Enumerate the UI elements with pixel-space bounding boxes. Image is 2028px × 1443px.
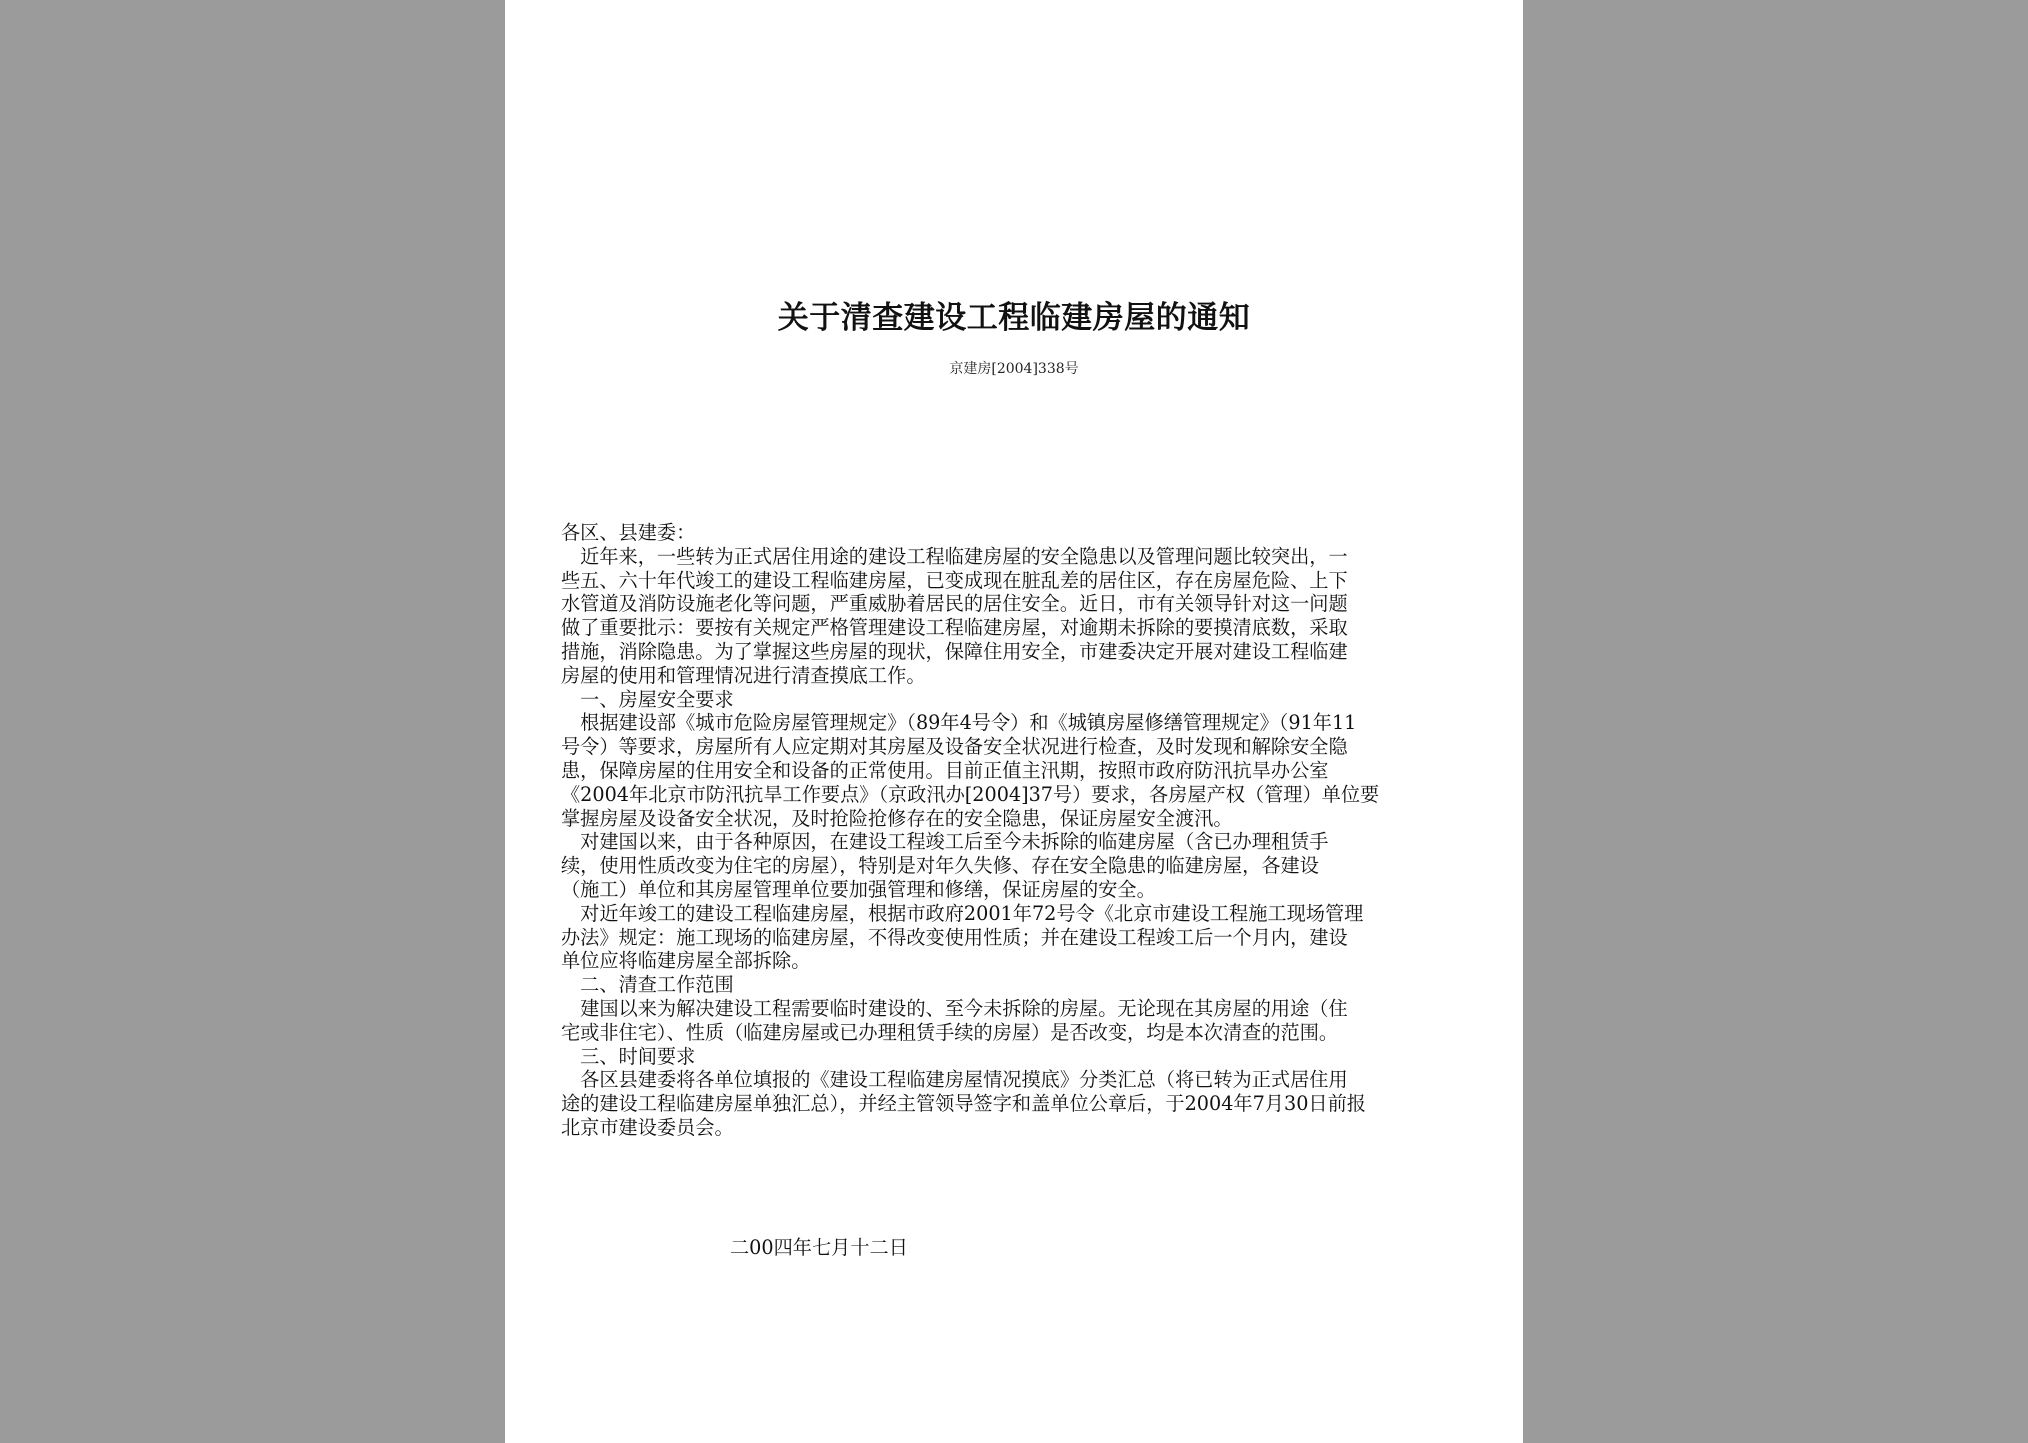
body-line: 房屋的使用和管理情况进行清查摸底工作。 xyxy=(561,663,926,687)
body-line: 建国以来为解决建设工程需要临时建设的、至今未拆除的房屋。无论现在其房屋的用途（住 xyxy=(561,996,1348,1020)
body-line: 近年来，一些转为正式居住用途的建设工程临建房屋的安全隐患以及管理问题比较突出，一 xyxy=(561,544,1348,568)
body-line: 号令）等要求，房屋所有人应定期对其房屋及设备安全状况进行检查，及时发现和解除安全隐 xyxy=(561,735,1348,759)
body-line: 做了重要批示：要按有关规定严格管理建设工程临建房屋，对逾期未拆除的要摸清底数，采取 xyxy=(561,616,1348,640)
document-page xyxy=(505,0,1523,1443)
body-line: 对近年竣工的建设工程临建房屋，根据市政府2001年72号令《北京市建设工程施工现场管理 xyxy=(561,901,1364,925)
body-line: 措施，消除隐患。为了掌握这些房屋的现状，保障住用安全，市建委决定开展对建设工程临建 xyxy=(561,639,1348,663)
body-line: 些五、六十年代竣工的建设工程临建房屋，已变成现在脏乱差的居住区，存在房屋危险、上下 xyxy=(561,568,1348,592)
body-line: （施工）单位和其房屋管理单位要加强管理和修缮，保证房屋的安全。 xyxy=(561,877,1156,901)
body-line: 一、房屋安全要求 xyxy=(561,687,734,711)
body-line: 途的建设工程临建房屋单独汇总），并经主管领导签字和盖单位公章后，于2004年7月30日前报 xyxy=(561,1092,1366,1116)
body-line: 根据建设部《城市危险房屋管理规定》（89年4号令）和《城镇房屋修缮管理规定》（91年11 xyxy=(561,711,1357,735)
body-line: 办法》规定：施工现场的临建房屋，不得改变使用性质；并在建设工程竣工后一个月内，建设 xyxy=(561,925,1348,949)
body-line: 三、时间要求 xyxy=(561,1044,696,1068)
body-line: 北京市建设委员会。 xyxy=(561,1115,734,1139)
body-line: 各区、县建委： xyxy=(561,521,696,544)
body-line: 宅或非住宅）、性质（临建房屋或已办理租赁手续的房屋）是否改变，均是本次清查的范围。 xyxy=(561,1020,1339,1044)
document-number: 京建房[2004]338号 xyxy=(949,361,1079,377)
body-line: 续，使用性质改变为住宅的房屋），特别是对年久失修、存在安全隐患的临建房屋，各建设 xyxy=(561,854,1319,878)
body-line: 水管道及消防设施老化等问题，严重威胁着居民的居住安全。近日，市有关领导针对这一问题 xyxy=(561,592,1348,616)
body-line: 各区县建委将各单位填报的《建设工程临建房屋情况摸底》分类汇总（将已转为正式居住用 xyxy=(561,1068,1348,1092)
body-line: 对建国以来，由于各种原因，在建设工程竣工后至今未拆除的临建房屋（含已办理租赁手 xyxy=(561,830,1329,854)
body-line: 单位应将临建房屋全部拆除。 xyxy=(561,949,811,973)
body-line: 掌握房屋及设备安全状况，及时抢险抢修存在的安全隐患，保证房屋安全渡汛。 xyxy=(561,806,1233,830)
document-title: 关于清查建设工程临建房屋的通知 xyxy=(777,300,1251,336)
body-line: 二、清查工作范围 xyxy=(561,973,734,997)
document-body xyxy=(561,521,1481,1140)
body-line: 患，保障房屋的住用安全和设备的正常使用。目前正值主汛期，按照市政府防汛抗旱办公室 xyxy=(561,758,1329,782)
document-date: 二00四年七月十二日 xyxy=(730,1236,908,1259)
body-line: 《2004年北京市防汛抗旱工作要点》（京政汛办[2004]37号）要求，各房屋产权（管理）单位要 xyxy=(561,782,1380,806)
